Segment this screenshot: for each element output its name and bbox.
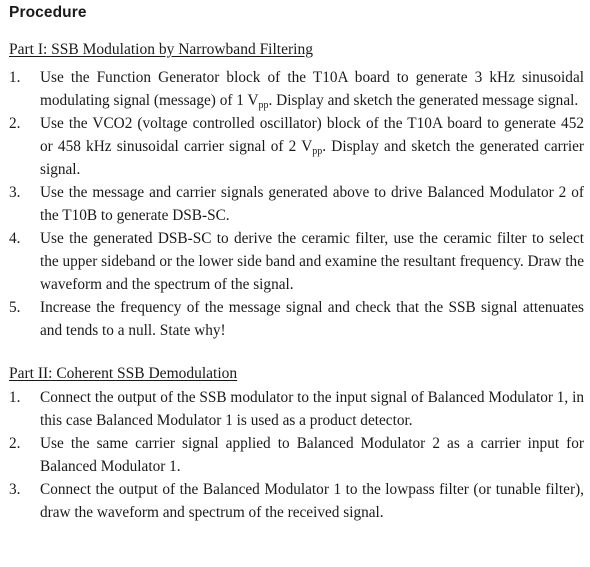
- step-text: Use the generated DSB-SC to derive the ceramic filter, use the ceramic filter to select the upper sideband or the lower side band and examine the resultant frequency. Draw the waveform and the spectrum of the signal.: [40, 230, 584, 293]
- step-number: 3.: [9, 184, 21, 201]
- part2-step: [9, 386, 584, 432]
- part2-title: Part II: Coherent SSB Demodulation: [9, 365, 238, 382]
- step-number: 5.: [9, 299, 21, 316]
- step-text: Increase the frequency of the message signal and check that the SSB signal attenuates and tends to a null. State why!: [40, 299, 584, 339]
- page-title: Procedure: [9, 4, 87, 21]
- step-text: Use the same carrier signal applied to Balanced Modulator 2 as a carrier input for Balanced Modulator 1.: [40, 435, 584, 475]
- step-text-cont: . Display and sketch the generated message signal.: [268, 92, 579, 109]
- part1-step: [9, 66, 584, 112]
- step-number: 2.: [9, 435, 21, 452]
- step-text: Use the VCO2 (voltage controlled oscillator) block of the T10A board to generate 452 or 458 kHz sinusoidal carrier signal of 2 V: [40, 115, 584, 155]
- step-number: 4.: [9, 230, 21, 247]
- step-text: Connect the output of the SSB modulator to the input signal of Balanced Modulator 1, in this case Balanced Modulator 1 is used as a product detector.: [40, 389, 584, 429]
- step-number: 1.: [9, 389, 21, 406]
- step-text: Connect the output of the Balanced Modulator 1 to the lowpass filter (or tunable filter), draw the waveform and spectrum of the received signal.: [40, 481, 584, 521]
- step-text: Use the Function Generator block of the T10A board to generate 3 kHz sinusoidal modulating signal (message) of 1 V: [40, 69, 584, 109]
- part1-steps-list: [9, 66, 584, 342]
- part1-step: [9, 296, 584, 342]
- subscript: pp: [312, 146, 323, 157]
- subscript: pp: [258, 100, 269, 111]
- part2-steps-list: [9, 386, 584, 524]
- step-number: 1.: [9, 69, 21, 86]
- part1-step: [9, 112, 584, 181]
- step-number: 2.: [9, 115, 21, 132]
- part2-step: [9, 432, 584, 478]
- part1-step: [9, 227, 584, 296]
- part1-title: Part I: SSB Modulation by Narrowband Filtering: [9, 41, 313, 58]
- step-number: 3.: [9, 481, 21, 498]
- step-text-cont: . Display and sketch the generated carrier signal.: [40, 138, 584, 178]
- part2-step: [9, 478, 584, 524]
- step-text: Use the message and carrier signals generated above to drive Balanced Modulator 2 of the T10B to generate DSB-SC.: [40, 184, 584, 224]
- part1-step: [9, 181, 584, 227]
